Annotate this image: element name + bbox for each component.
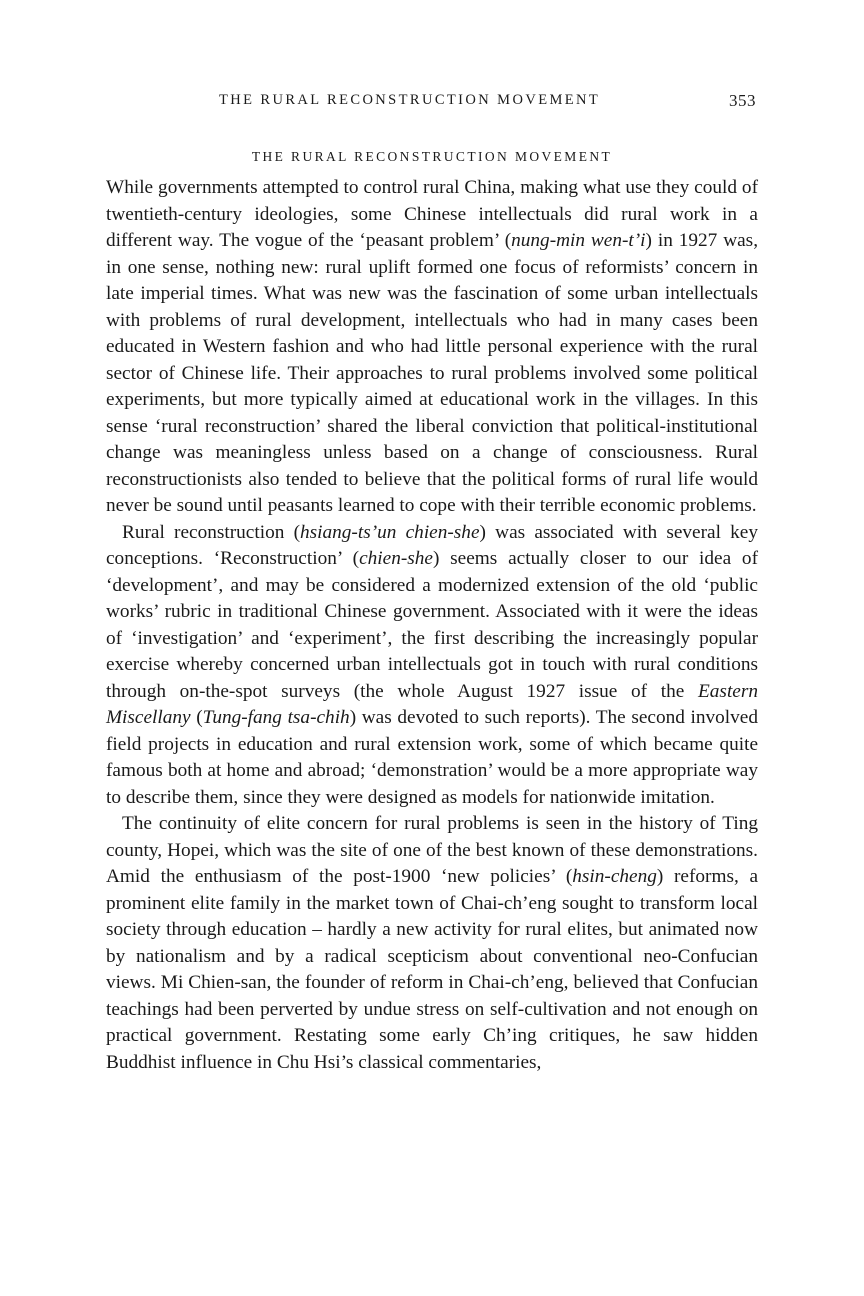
text-run: ) seems actually closer to our idea of ‘development’, and may be considered a modernized extension of the old ‘public works’ rubric in traditional Chinese government. Associated with it were the ideas of ‘investigation’ and ‘experiment’, the first describing the increasingly popular exercise whereby concerned urban intellectuals got in touch with rural conditions through on-the-spot surveys (the whole August 1927 issue of the [106,548,758,702]
text-run: ) was associated with several key conceptions. ‘Reconstruction’ ( [106,521,758,569]
paragraph-3 [106,811,758,1076]
section-heading: THE RURAL RECONSTRUCTION MOVEMENT [251,149,613,164]
text-run: ( [190,707,203,728]
italic-term: Eastern Miscellany [106,680,758,728]
italic-term: nung-min wen-t’i [511,230,646,251]
page-number: 353 [729,91,756,110]
paragraph-2 [106,520,758,812]
italic-term: hsin-cheng [572,866,657,887]
text-run: While governments attempted to control rural China, making what use they could of twentieth-century ideologies, some Chinese intellectuals did rural work in a different way. The vogue of the ‘peasant problem’ ( [106,177,758,251]
book-page [106,86,758,1076]
text-run: ) was devoted to such reports). The second involved field projects in education and rural extension work, some of which became quite famous both at home and abroad; ‘demonstration’ would be a more appropriate way to describe them, since they were designed as models for nationwide imitation. [106,707,758,808]
running-header [106,86,758,116]
italic-term: Tung-fang tsa-chih [202,707,350,728]
italic-term: hsiang-ts’un chien-she [300,521,480,543]
text-run: ) reforms, a prominent elite family in the market town of Chai-ch’eng sought to transform local society through education – hardly a new activity for rural elites, but animated now by nationalism and by a radical scepticism about conventional neo-Confucian views. Mi Chien-san, the founder of reform in Chai-ch’eng, believed that Confucian teachings had been perverted by undue stress on self-cultivation and not enough on practical government. Restating some early Ch’ing critiques, he saw hidden Buddhist influence in Chu Hsi’s classical commentaries, [106,866,758,1073]
text-run: ) in 1927 was, in one sense, nothing new: rural uplift formed one focus of reformists’ concern in late imperial times. What was new was the fascination of some urban intellectuals with problems of rural development, intellectuals who had in many cases been educated in Western fashion and who had little personal experience with the rural sector of Chinese life. Their approaches to rural problems involved some political experiments, but more typically aimed at educational work in the villages. In this sense ‘rural reconstruction’ shared the liberal conviction that political-institutional change was meaningless unless based on a change of consciousness. Rural reconstructionists also tended to believe that the political forms of rural life would never be sound until peasants learned to cope with their terrible economic problems. [106,230,759,516]
italic-term: chien-she [359,548,433,569]
running-title: THE RURAL RECONSTRUCTION MOVEMENT [219,92,601,108]
text-run: Rural reconstruction ( [122,521,300,543]
text-run: The continuity of elite concern for rural problems is seen in the history of Ting county, Hopei, which was the site of one of the best known of these demonstrations. Amid the enthusiasm of the post-1900 ‘new policies’ ( [106,813,758,887]
paragraph-1 [106,175,758,520]
body-text [106,175,758,1076]
